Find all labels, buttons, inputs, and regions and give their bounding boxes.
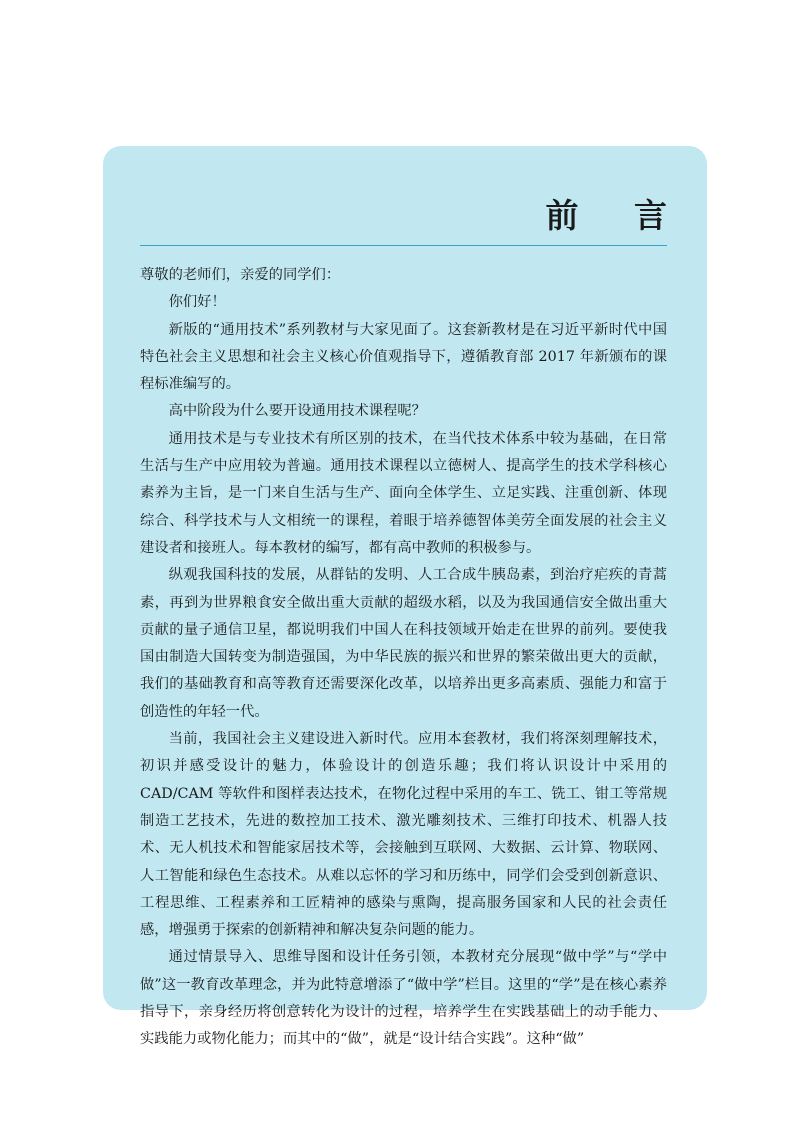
page-title: 前 言 <box>545 196 689 235</box>
paragraph-learning-by-doing: 通过情景导入、思维导图和设计任务引领，本教材充分展现“做中学”与“学中做”这一教育改革理念，并为此特意增添了“做中学”栏目。这里的“学”是在核心素养指导下，亲身经历将创意转化为设计的过程，培养学生在实践基础上的动手能力、实践能力或物化能力；而其中的“做”，就是“设计结合实践”。这种“做” <box>140 949 667 1048</box>
paragraph-introduction: 新版的“通用技术”系列教材与大家见面了。这套新教材是在习近平新时代中国特色社会主义思想和社会主义核心价值观指导下，遵循教育部 2017 年新颁布的课程标准编写的。 <box>140 321 667 393</box>
salutation: 尊敬的老师们，亲爱的同学们： <box>140 267 341 283</box>
paragraph-science-development: 纵观我国科技的发展，从群钻的发明、人工合成牛胰岛素，到治疗疟疾的青蒿素，再到为世界粮食安全做出重大贡献的超级水稻，以及为我国通信安全做出重大贡献的量子通信卫星，都说明我们中国人在科技领域开始走在世界的前列。要使我国由制造大国转变为制造强国，为中华民族的振兴和世界的繁荣做出更大的贡献，我们的基础教育和高等教育还需要深化改革，以培养出更多高素质、强能力和富于创造性的年轻一代。 <box>140 567 667 720</box>
title-divider <box>140 245 667 246</box>
paragraph-question: 高中阶段为什么要开设通用技术课程呢？ <box>168 403 426 420</box>
paragraph-greeting: 你们好！ <box>168 294 226 311</box>
preface-body <box>140 262 667 1054</box>
preface-panel <box>103 146 707 1048</box>
paragraph-new-era: 当前，我国社会主义建设进入新时代。应用本套教材，我们将深刻理解技术，初识并感受设计的魅力，体验设计的创造乐趣；我们将认识设计中采用的 CAD/CAM 等软件和图样表达技术，在物化过程中采用的车工、铣工、钳工等常规制造工艺技术，先进的数控加工技术、激光雕刻技术、三维打印技术、机器人技术、无人机技术和智能家居技术等，会接触到互联网、大数据、云计算、物联网、人工智能和绿色生态技术。从难以忘怀的学习和历练中，同学们会受到创新意识、工程思维、工程素养和工匠精神的感染与熏陶，提高服务国家和人民的社会责任感，增强勇于探索的创新精神和解决复杂问题的能力。 <box>140 731 667 939</box>
paragraph-general-technology: 通用技术是与专业技术有所区别的技术，在当代技术体系中较为基础，在日常生活与生产中应用较为普遍。通用技术课程以立德树人、提高学生的技术学科核心素养为主旨，是一门来自生活与生产、面向全体学生、立足实践、注重创新、体现综合、科学技术与人文相统一的课程，着眼于培养德智体美劳全面发展的社会主义建设者和接班人。每本教材的编写，都有高中教师的积极参与。 <box>140 430 667 556</box>
